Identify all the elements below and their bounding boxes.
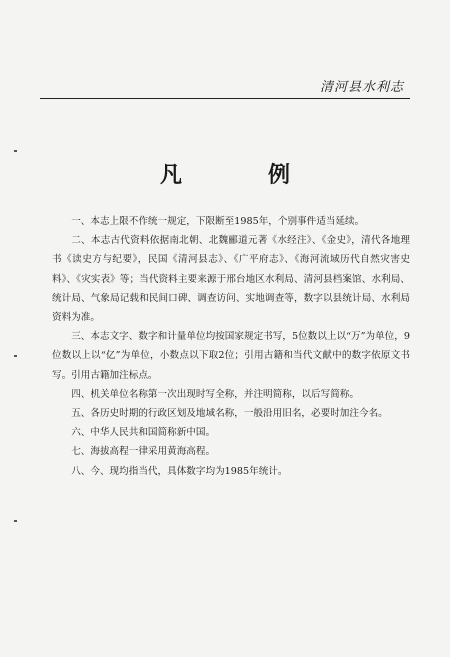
- scan-edge-mark-top: [14, 150, 17, 152]
- guideline-paragraph: 二、本志古代资料依据南北朝、北魏郦道元著《水经注》、《金史》，清代各地理书《读史方与纪要》，民国《清河县志》、《广平府志》、《海河流域历代自然灾害史料》、《灾实表》等；当代资料主要来源于邢台地区水利局、清河县档案馆、水利局、统计局、气象局记载和民间口碑、调查访问、实地调查等，数字以县统计局、水利局资料为准。: [52, 235, 410, 324]
- running-head-title: 清河县水利志: [319, 80, 404, 95]
- guideline-paragraph: 八、今、现均指当代，具体数字均为1985年统计。: [71, 465, 288, 477]
- guideline-paragraph: 一、本志上限不作统一规定，下限断至1985年，个别事件适当延续。: [71, 216, 365, 227]
- scan-edge-mark-mid: [14, 355, 17, 357]
- guideline-paragraph: 四、机关单位名称第一次出现时写全称，并注明简称，以后写简称。: [71, 388, 359, 400]
- header-rule: [40, 98, 410, 99]
- page-title: 凡 例: [159, 162, 322, 188]
- guideline-paragraph: 七、海拔高程一律采用黄海高程。: [71, 446, 216, 458]
- guideline-paragraph: 六、中华人民共和国简称新中国。: [71, 427, 216, 439]
- guideline-paragraph: 三、本志文字、数字和计量单位均按国家规定书写，5位数以上以“万”为单位，9位数以上以“亿”为单位，小数点以下取2位；引用古籍和当代文献中的数字依原文书写。引用古籍加注标点。: [52, 331, 410, 381]
- guidelines-body: [52, 212, 410, 481]
- scan-edge-mark-low: [14, 520, 17, 522]
- guideline-paragraph: 五、各历史时期的行政区划及地域名称，一般沿用旧名，必要时加注今名。: [71, 408, 388, 420]
